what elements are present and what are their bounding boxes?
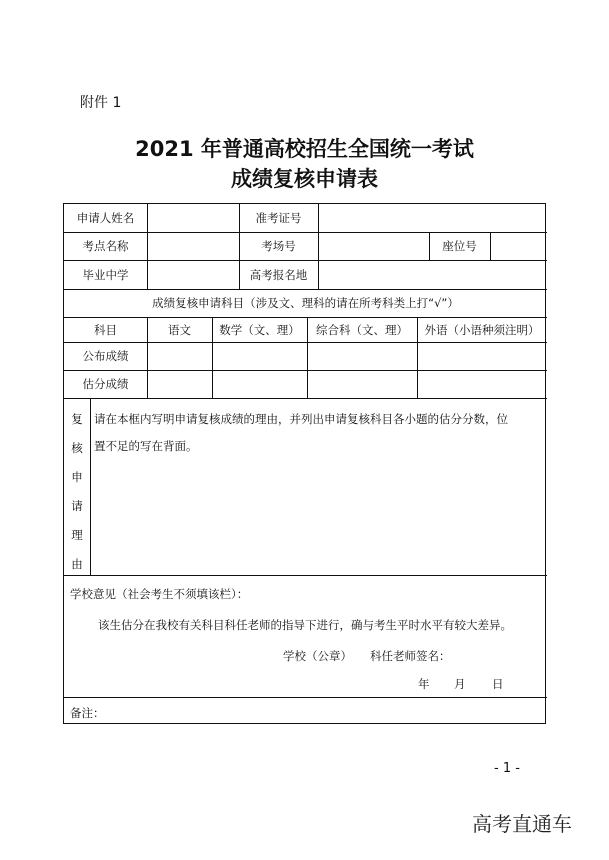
- application-form-table: [63, 203, 546, 724]
- col-divider: [90, 398, 91, 575]
- date-year-label: 年: [418, 677, 430, 691]
- row-divider: [64, 342, 547, 343]
- attachment-label: 附件 1: [80, 95, 122, 111]
- row-divider: [64, 317, 547, 318]
- watermark: 高考直通车: [472, 812, 572, 836]
- reason-instructions: 请在本框内写明申请复核成绩的理由，并列出申请复核科目各小题的估分分数，位 置不足的写在背面。: [94, 412, 508, 453]
- document-subtitle: 成绩复核申请表: [231, 167, 378, 191]
- date-month-label: 月: [454, 677, 466, 691]
- admission-ticket-label: 准考证号: [255, 211, 302, 225]
- row-divider: [64, 398, 547, 399]
- row-divider: [64, 260, 547, 261]
- row-divider: [64, 697, 547, 698]
- school-opinion-label: 学校意见（社会考生不须填该栏）：: [70, 587, 249, 601]
- teacher-signature-label: 科任老师签名：: [370, 649, 451, 663]
- col-divider: [318, 204, 319, 289]
- col-chinese: 语文: [168, 323, 191, 337]
- col-math: 数学（文、理）: [219, 323, 300, 337]
- subjects-header: 成绩复核申请科目（涉及文、理科的请在所考科类上打“√”）: [152, 296, 459, 310]
- remarks-label: 备注：: [70, 706, 105, 720]
- page-number: - 1 -: [494, 761, 520, 776]
- exam-room-label: 考场号: [261, 239, 296, 253]
- document-title: 2021 年普通高校招生全国统一考试: [135, 137, 474, 161]
- reason-label-vertical: 复 核 申 请 理 由: [71, 412, 83, 571]
- col-divider: [147, 204, 148, 289]
- registration-site-label: 高考报名地: [249, 268, 308, 282]
- row-divider: [64, 289, 547, 290]
- exam-site-label: 考点名称: [82, 239, 129, 253]
- col-foreign-language: 外语（小语种须注明）: [424, 323, 540, 337]
- row-divider: [64, 232, 547, 233]
- school-seal-label: 学校（公章）: [283, 649, 352, 663]
- col-subject: 科目: [94, 323, 117, 337]
- school-opinion-text: 该生估分在我校有关科目科任老师的指导下进行，确与考生平时水平有较大差异。: [98, 618, 512, 632]
- published-score-label: 公布成绩: [82, 349, 129, 363]
- row-divider: [64, 370, 547, 371]
- col-comprehensive: 综合科（文、理）: [316, 323, 408, 337]
- date-day-label: 日: [492, 677, 504, 691]
- applicant-name-label: 申请人姓名: [76, 211, 135, 225]
- graduated-school-label: 毕业中学: [82, 268, 129, 282]
- seat-number-label: 座位号: [442, 239, 477, 253]
- estimated-score-label: 估分成绩: [82, 377, 129, 391]
- row-divider: [64, 575, 547, 576]
- col-divider: [490, 232, 491, 260]
